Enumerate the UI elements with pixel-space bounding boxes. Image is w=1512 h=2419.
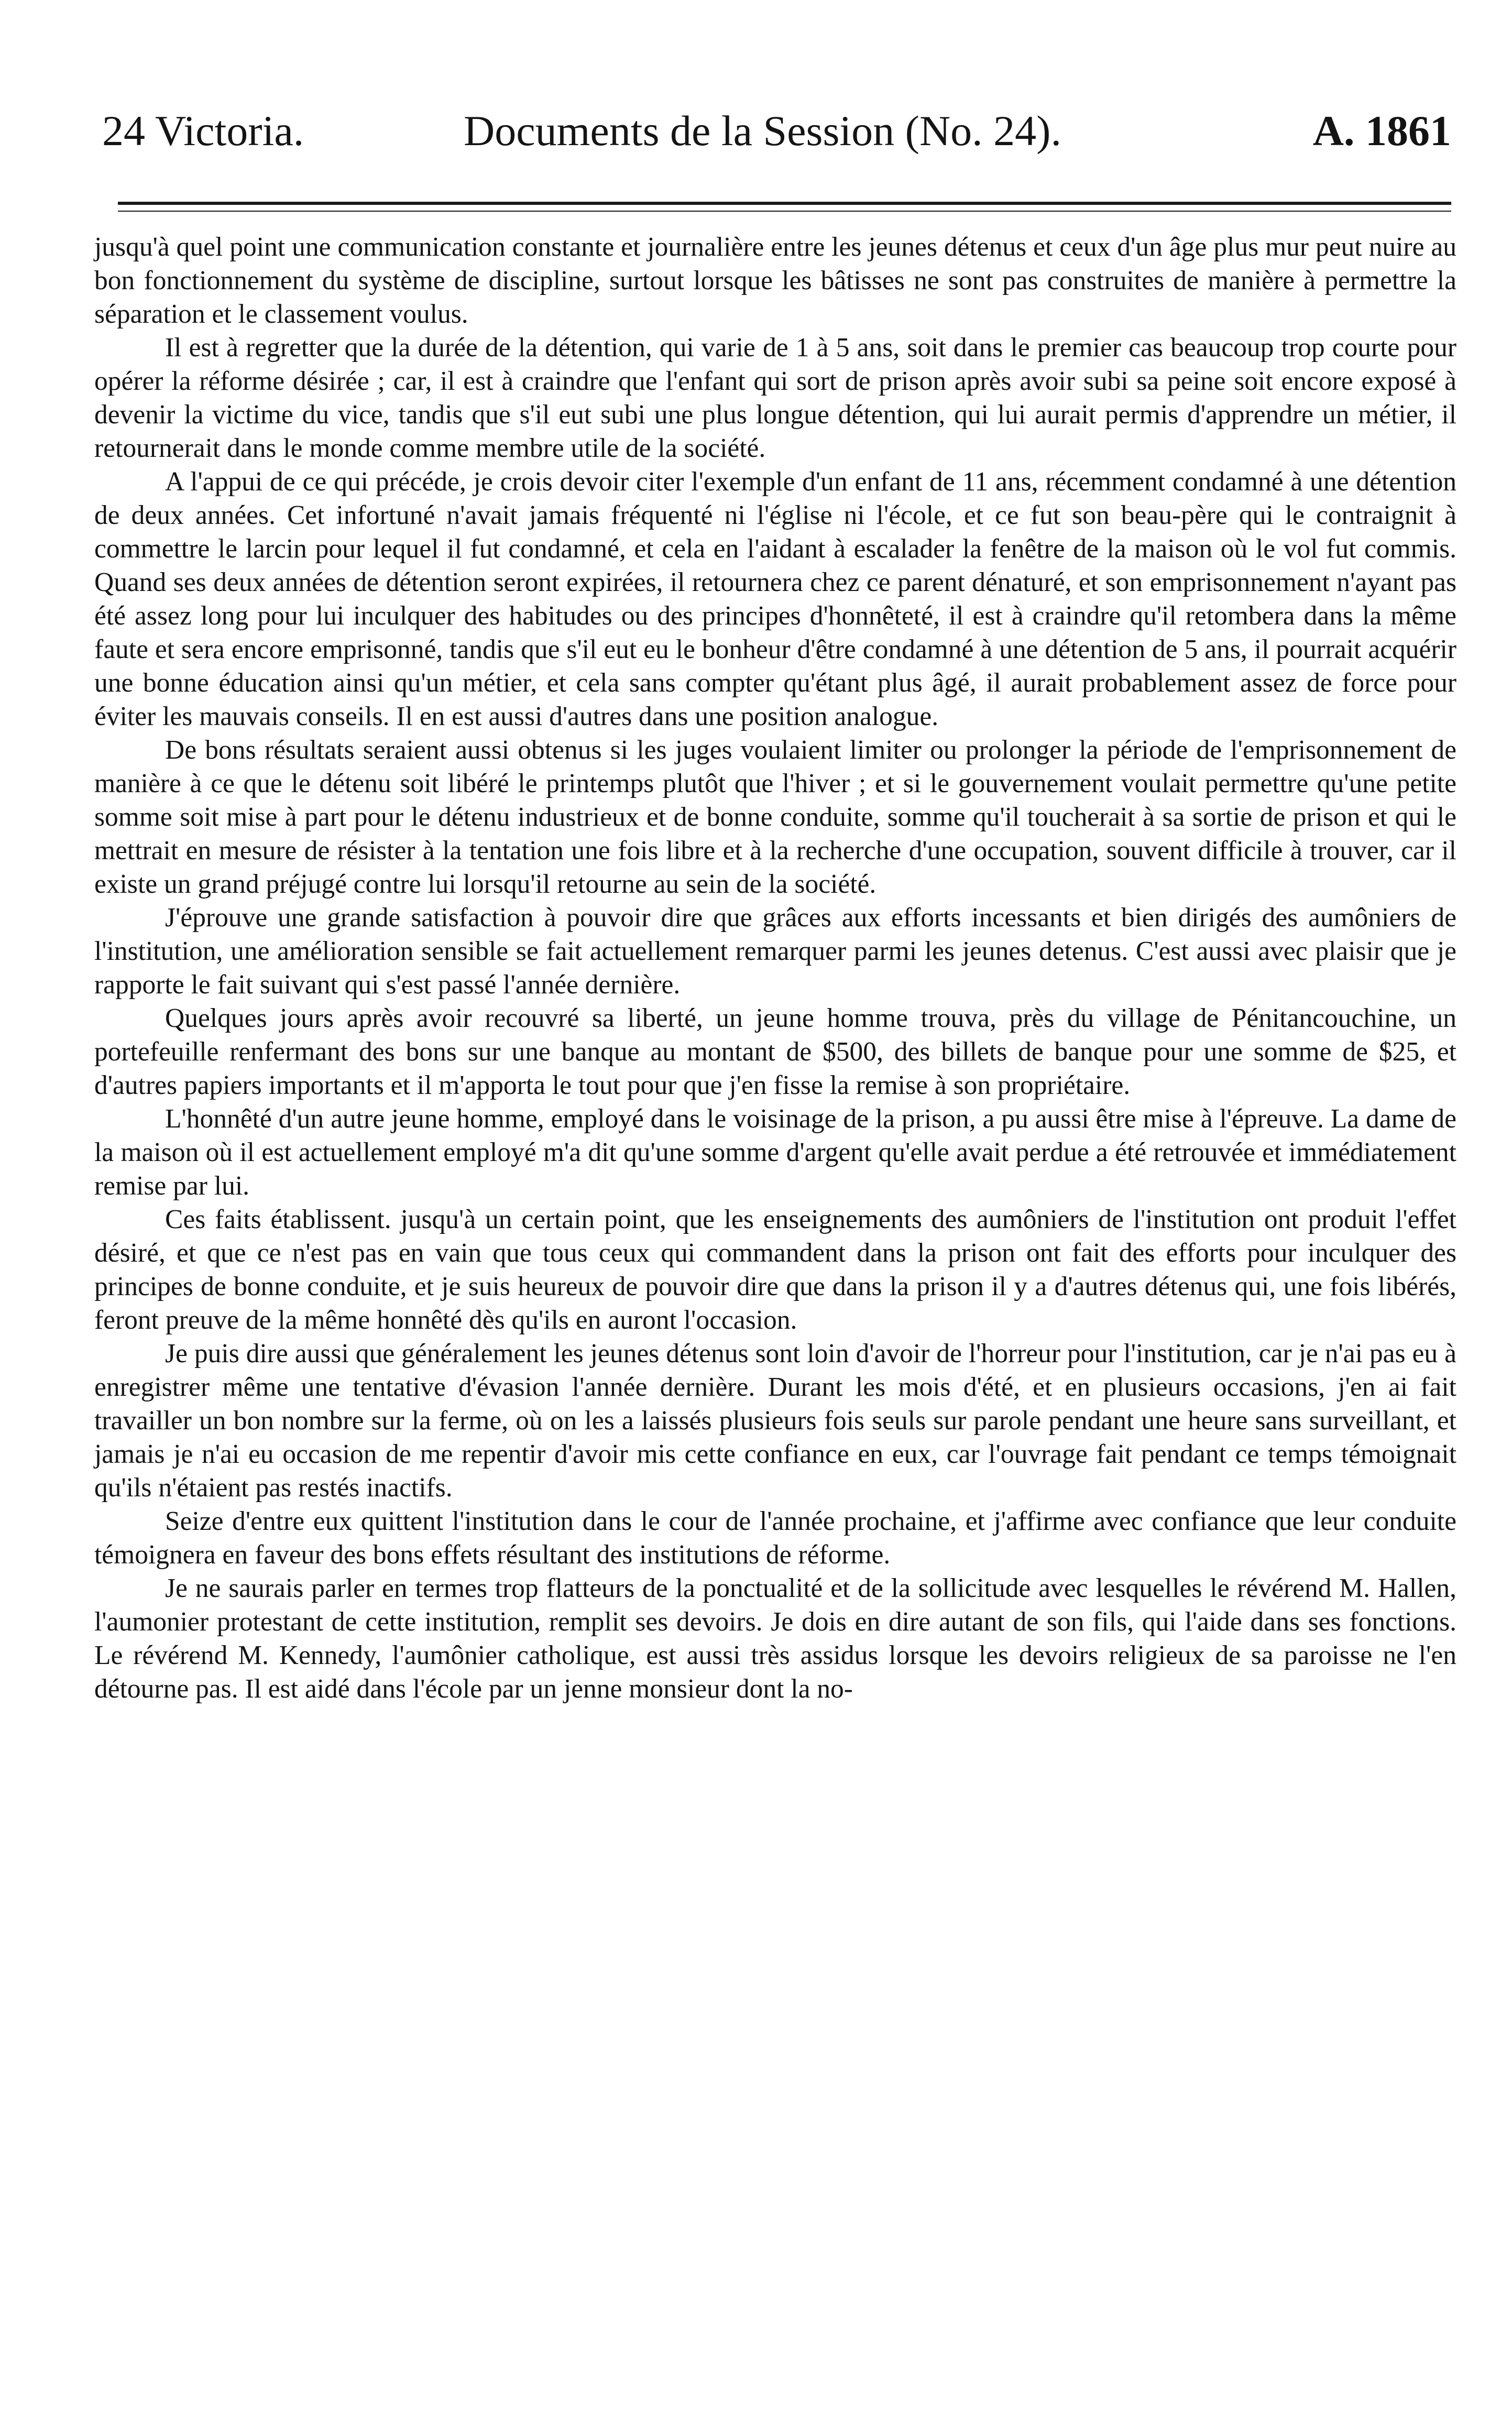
header-title: Documents de la Session (No. 24). (464, 107, 1061, 155)
paragraph: Ces faits établissent. jusqu'à un certain point, que les enseignements des aumôniers de l'institution ont produit l'effet désiré, et que ce n'est pas en vain que tous ceux qui commandent dans la prison ont fait des efforts pour inculquer des principes de bonne conduite, et je suis heureux de pouvoir dire que dans la prison il y a d'autres détenus qui, une fois libérés, feront preuve de la même honnêté dès qu'ils en auront l'occasion. (94, 1205, 1456, 1335)
paragraph: Je ne saurais parler en termes trop flatteurs de la ponctualité et de la sollicitude avec lesquelles le révérend M. Hallen, l'aumonier protestant de cette institution, remplit ses devoirs. Je dois en dire autant de son fils, qui l'aide dans ses fonctions. Le révérend M. Kennedy, l'aumônier catholique, est aussi très assidus lorsque les devoirs religieux de sa paroisse ne l'en détourne pas. Il est aidé dans l'école par un jenne monsieur dont la no- (94, 1573, 1456, 1704)
running-header (102, 102, 1451, 160)
paragraph: L'honnêté d'un autre jeune homme, employé dans le voisinage de la prison, a pu aussi être mise à l'épreuve. La dame de la maison où il est actuellement employé m'a dit qu'une somme d'argent qu'elle avait perdue a été retrouvée et immédiatement remise par lui. (94, 1104, 1456, 1201)
header-rule-thin (118, 211, 1451, 212)
paragraph: J'éprouve une grande satisfaction à pouvoir dire que grâces aux efforts incessants et bien dirigés des aumôniers de l'institution, une amélioration sensible se fait actuellement remarquer parmi les jeunes detenus. C'est aussi avec plaisir que je rapporte le fait suivant qui s'est passé l'année dernière. (94, 903, 1456, 1000)
paragraph: jusqu'à quel point une communication constante et journalière entre les jeunes détenus et ceux d'un âge plus mur peut nuire au bon fonctionnement du système de discipline, surtout lorsque les bâtisses ne sont pas construites de manière à permettre la séparation et le classement voulus. (94, 232, 1456, 329)
header-year: A. 1861 (1312, 107, 1451, 155)
paragraph: Je puis dire aussi que généralement les jeunes détenus sont loin d'avoir de l'horreur pour l'institution, car je n'ai pas eu à enregistrer même une tentative d'évasion l'année dernière. Durant les mois d'été, et en plusieurs occasions, j'en ai fait travailler un bon nombre sur la ferme, où on les a laissés plusieurs fois seuls sur parole pendant une heure sans surveillant, et jamais je n'ai eu occasion de me repentir d'avoir mis cette confiance en eux, car l'ouvrage fait pendant ce temps témoignait qu'ils n'étaient pas restés inactifs. (94, 1339, 1456, 1503)
body-text (94, 231, 1456, 1706)
paragraph: Il est à regretter que la durée de la détention, qui varie de 1 à 5 ans, soit dans le premier cas beaucoup trop courte pour opérer la réforme désirée ; car, il est à craindre que l'enfant qui sort de prison après avoir subi sa peine soit encore exposé à devenir la victime du vice, tandis que s'il eut subi une plus longue détention, qui lui aurait permis d'apprendre un métier, il retournerait dans le monde comme membre utile de la société. (94, 333, 1456, 463)
paragraph: A l'appui de ce qui précéde, je crois devoir citer l'exemple d'un enfant de 11 ans, récemment condamné à une détention de deux années. Cet infortuné n'avait jamais fréquenté ni l'église ni l'école, et ce fut son beau-père qui le contraignit à commettre le larcin pour lequel il fut condamné, et cela en l'aidant à escalader la fenêtre de la maison où le vol fut commis. Quand ses deux années de détention seront expirées, il retournera chez ce parent dénaturé, et son emprisonnement n'ayant pas été assez long pour lui inculquer des habitudes ou des principes d'honnêteté, il est à craindre qu'il retombera dans la même faute et sera encore emprisonné, tandis que s'il eut eu le bonheur d'être condamné à une détention de 5 ans, il pourrait acquérir une bonne éducation ainsi qu'un métier, et cela sans compter qu'étant plus âgé, il aurait probablement assez de force pour éviter les mauvais conseils. Il en est aussi d'autres dans une position analogue. (94, 467, 1456, 731)
paragraph: De bons résultats seraient aussi obtenus si les juges voulaient limiter ou prolonger la période de l'emprisonnement de manière à ce que le détenu soit libéré le printemps plutôt que l'hiver ; et si le gouvernement voulait permettre qu'une petite somme soit mise à part pour le détenu industrieux et de bonne conduite, somme qu'il toucherait à sa sortie de prison et qui le mettrait en mesure de résister à la tentation une fois libre et à la recherche d'une occupation, souvent difficile à trouver, car il existe un grand préjugé contre lui lorsqu'il retourne au sein de la société. (94, 735, 1456, 899)
header-volume: 24 Victoria. (102, 107, 304, 155)
paragraph: Seize d'entre eux quittent l'institution dans le cour de l'année prochaine, et j'affirme avec confiance que leur conduite témoignera en faveur des bons effets résultant des institutions de réforme. (94, 1506, 1456, 1570)
header-rule-thick (118, 202, 1451, 205)
paragraph: Quelques jours après avoir recouvré sa liberté, un jeune homme trouva, près du village de Pénitancouchine, un portefeuille renfermant des bons sur une banque au montant de $500, des billets de banque pour une somme de $25, et d'autres papiers importants et il m'apporta le tout pour que j'en fisse la remise à son propriétaire. (94, 1003, 1456, 1100)
